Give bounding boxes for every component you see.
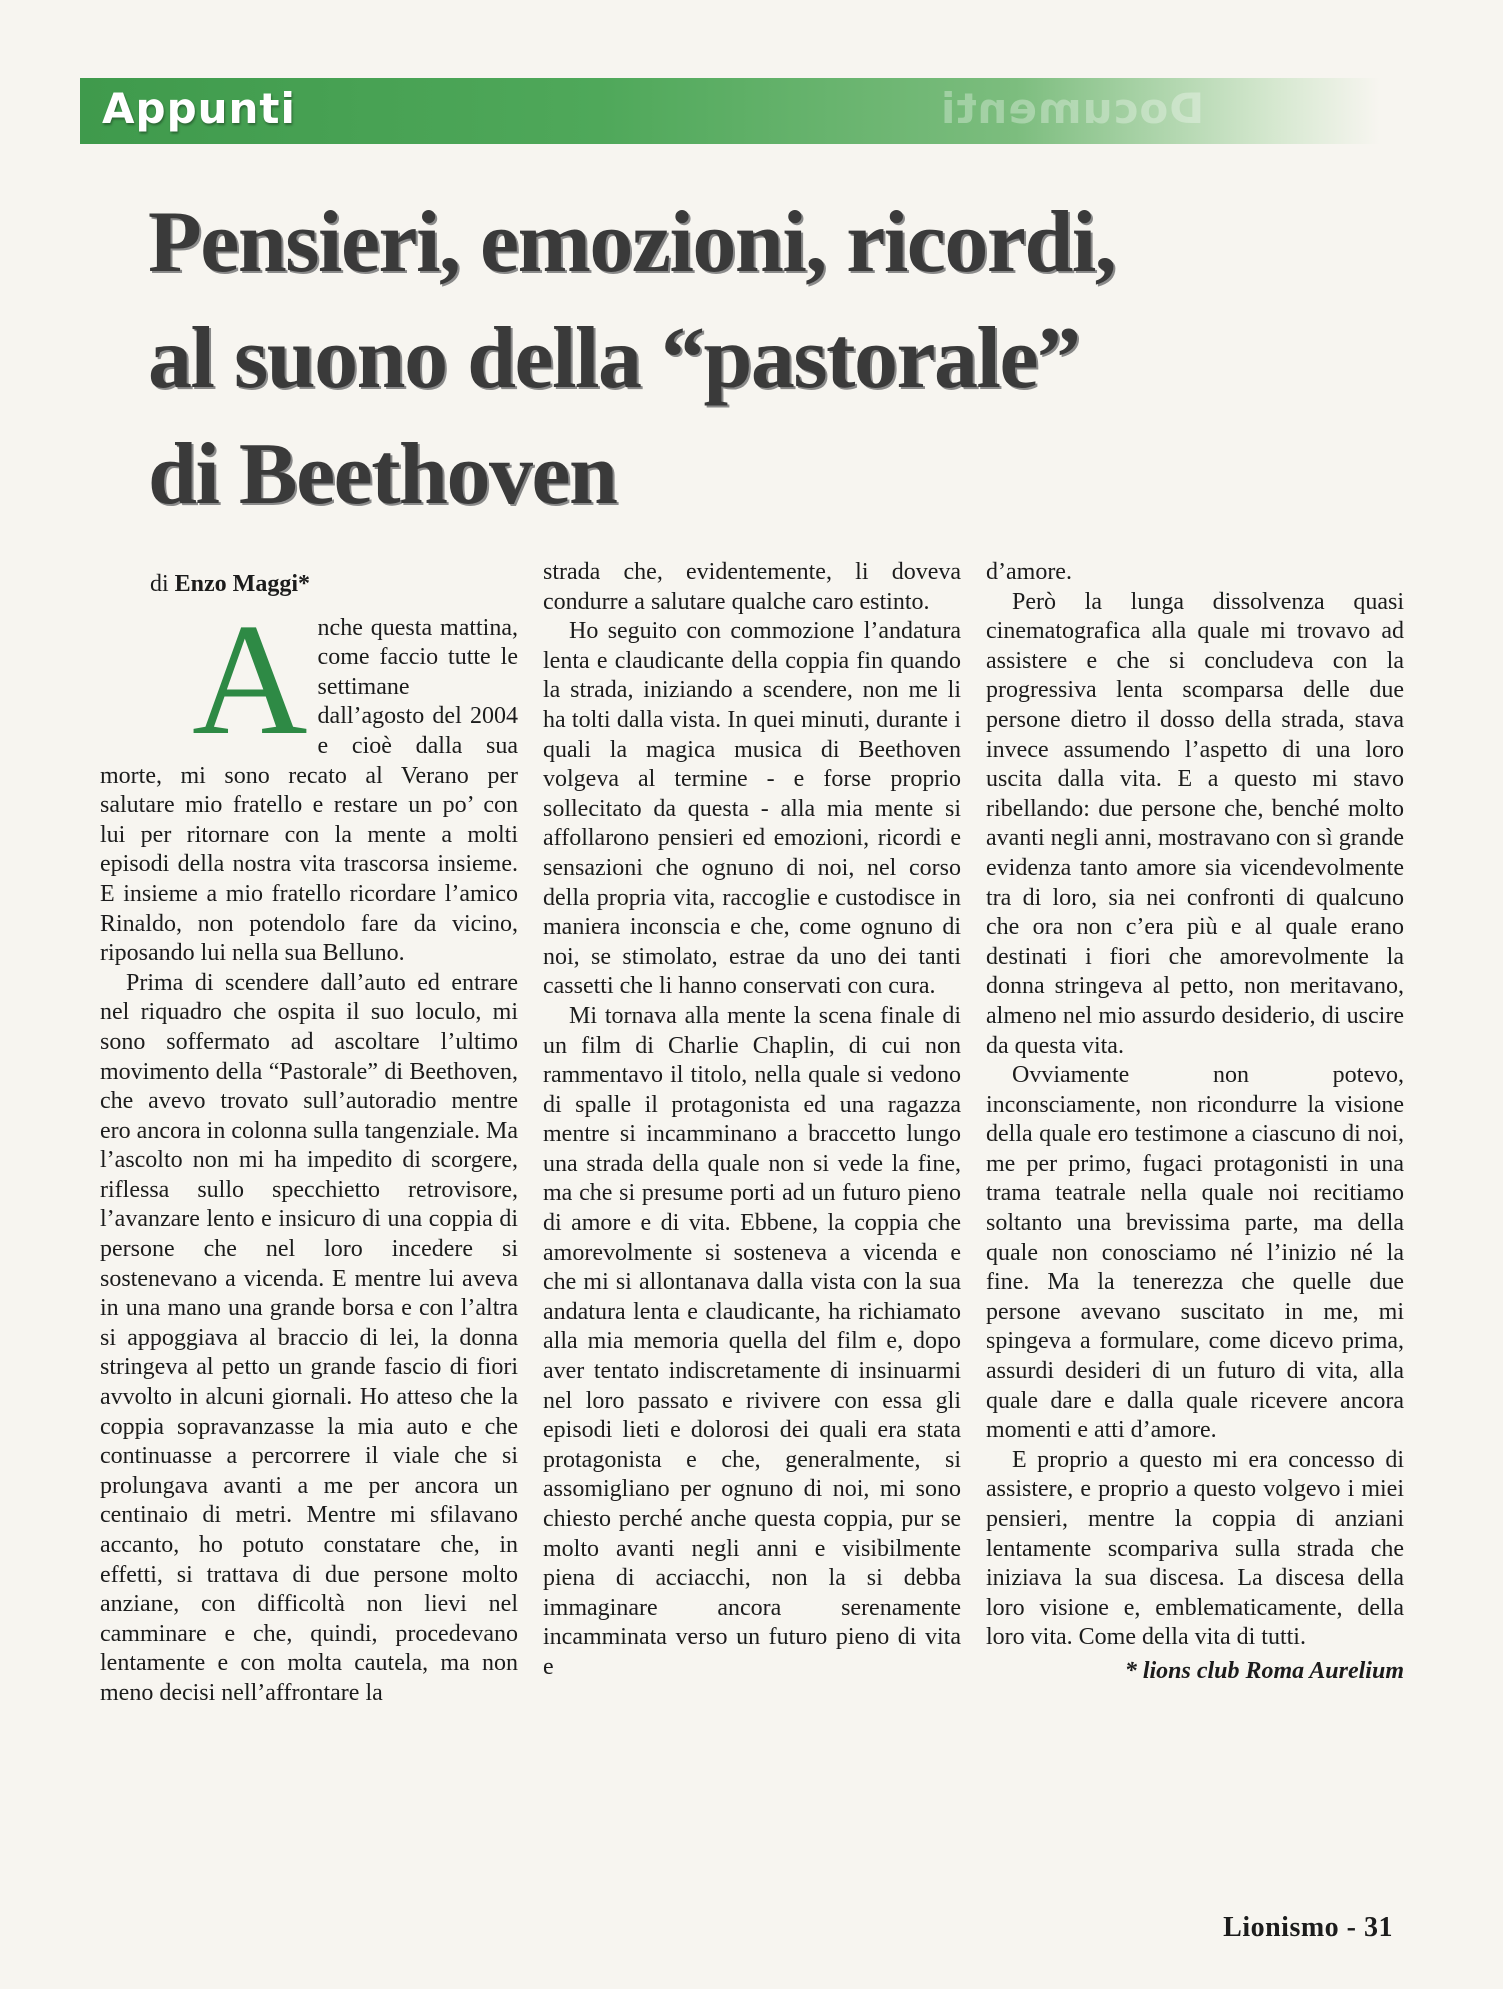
section-ghost-label: Documenti bbox=[940, 84, 1205, 133]
paragraph: Però la lunga dissolvenza quasi cinematografica alla quale mi trovavo ad assistere e che si concludeva con la progressiva lenta scomparsa delle due persone dietro il dosso della strada, stava invece assumendo l’aspetto di una loro uscita dalla vita. E a questo mi stavo ribellando: due persone che, benché molto avanti negli anni, mostravano con sì grande evidenza tanto amore sia vicendevolmente tra di loro, sia nei confronti di qualcuno che ora non c’era più e al quale erano destinati i fiori che amorevolmente la donna stringeva al petto, non meritavano, almeno nel mio assurdo desiderio, di uscire da questa vita. bbox=[986, 588, 1404, 1059]
article-title bbox=[148, 185, 1348, 533]
author-affiliation: * lions club Roma Aurelium bbox=[1124, 1657, 1404, 1684]
column-2 bbox=[543, 558, 961, 1683]
drop-cap: A bbox=[192, 589, 308, 768]
paragraph: strada che, evidentemente, li doveva condurre a salutare qualche caro estinto. bbox=[543, 559, 961, 615]
title-line: al suono della “pastorale” bbox=[148, 310, 1080, 407]
column-1 bbox=[100, 558, 518, 1709]
page-footer: Lionismo - 31 bbox=[1223, 1912, 1393, 1943]
paragraph: Mi tornava alla mente la scena finale di un film di Charlie Chaplin, di cui non rammentavo il titolo, nella quale si vedono di spalle il protagonista ed una ragazza mentre si incamminano a braccetto lungo una strada della quale non si vede la fine, ma che si presume porti ad un futuro pieno di amore e di vita. Ebbene, la coppia che amorevolmente si sosteneva a vicenda e che mi si allontanava dalla vista con la sua andatura lenta e claudicante, ha richiamato alla mia memoria quella del film e, dopo aver tentato indiscretamente di insinuarmi nel loro passato e rivivere con essa gli episodi lieti e dolorosi dei quali era stata protagonista e che, generalmente, si assomigliano per ognuno di noi, mi sono chiesto perché anche questa coppia, pur se molto avanti negli anni e visibilmente piena di acciacchi, non la si debba immaginare ancora serenamente incamminata verso un futuro pieno di vita e bbox=[543, 1002, 961, 1680]
byline bbox=[150, 570, 518, 600]
column-3 bbox=[986, 558, 1404, 1687]
section-header-bar bbox=[80, 78, 1380, 144]
title-line: di Beethoven bbox=[148, 426, 617, 523]
paragraph-text: nche questa mattina, come faccio tutte le settimane dall’agosto del 2004 e cioè dalla sua morte, mi sono recato al Verano per salutare mio fratello e restare un po’ con lui per ritornare con la mente a molti episodi della nostra vita trascorsa insieme. E insieme a mio fratello ricordare l’amico Rinaldo, non potendolo fare da vicino, riposando lui nella sua Belluno. bbox=[100, 614, 518, 967]
paragraph bbox=[100, 589, 518, 969]
title-line: Pensieri, emozioni, ricordi, bbox=[148, 194, 1116, 291]
paragraph: Ovviamente non potevo, inconsciamente, non ricondurre la visione della quale ero testimone a ciascuno di noi, me per primo, fugaci protagonisti in una trama teatrale nella quale noi recitiamo soltanto una brevissima parte, ma della quale non conosciamo né l’inizio né la fine. Ma la tenerezza che quelle due persone avevano suscitato in me, mi spingeva a formulare, come dicevo prima, assurdi desideri di un futuro di vita, alla quale dare e dalla quale ricevere ancora momenti e atti d’amore. bbox=[986, 1062, 1404, 1444]
paragraph: Prima di scendere dall’auto ed entrare nel riquadro che ospita il suo loculo, mi sono soffermato ad ascoltare l’ultimo movimento della “Pastorale” di Beethoven, che avevo trovato sull’autoradio mentre ero ancora in colonna sulla tangenziale. Ma l’ascolto non mi ha impedito di scorgere, riflessa sullo specchietto retrovisore, l’avanzare lento e insicuro di una coppia di persone che nel loro incedere si sostenevano a vicenda. E mentre lui aveva in una mano una grande borsa e con l’altra si appoggiava al braccio di lei, la donna stringeva al petto un grande fascio di fiori avvolto in alcuni giornali. Ho atteso che la coppia sopravanzasse la mia auto e che continuasse a percorrere il viale che si prolungava avanti a me per ancora un centinaio di metri. Mentre mi sfilavano accanto, ho potuto constatare che, in effetti, si trattava di due persone molto anziane, con difficoltà non lievi nel camminare e che, quindi, procedevano lentamente e con molta cautela, ma non meno decisi nell’affrontare la bbox=[100, 969, 518, 1706]
byline-prefix: di bbox=[150, 571, 169, 597]
paragraph: d’amore. bbox=[986, 559, 1072, 585]
paragraph: Ho seguito con commozione l’andatura lenta e claudicante della coppia fin quando la strada, iniziando a scendere, non me li ha tolti dalla vista. In quei minuti, durante i quali la magica musica di Beethoven volgeva al termine - e forse proprio sollecitato da questa - alla mia mente si affollarono pensieri ed emozioni, ricordi e sensazioni che ognuno di noi, nel corso della propria vita, raccoglie e custodisce in maniera inconscia e che, come ognuno di noi, se stimolato, estrae da uno dei tanti cassetti che li hanno conservati con cura. bbox=[543, 618, 961, 1000]
byline-author: Enzo Maggi* bbox=[174, 571, 310, 597]
paragraph: E proprio a questo mi era concesso di assistere, e proprio a questo volgevo i miei pensieri, mentre la coppia di anziani lentamente scompariva sulla strada che iniziava la sua discesa. La discesa della loro visione e, emblematicamente, della loro vita. Come della vita di tutti. bbox=[986, 1446, 1404, 1651]
section-label: Appunti bbox=[102, 84, 296, 133]
